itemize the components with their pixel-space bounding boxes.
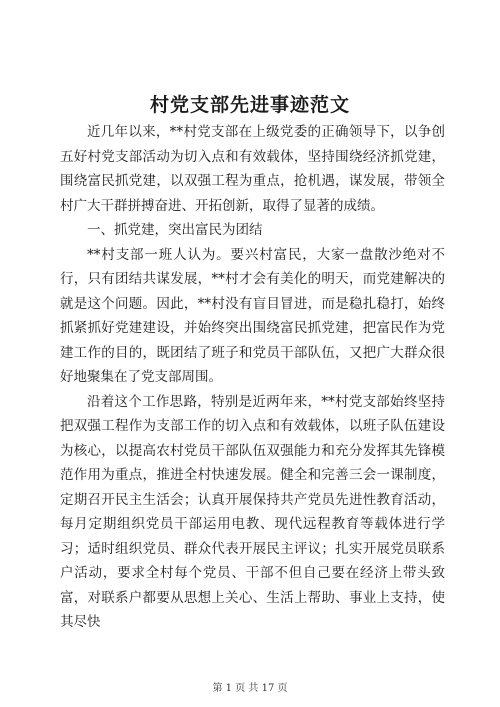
section-heading: 一、抓党建，突出富民为团结 xyxy=(87,222,263,238)
document-body xyxy=(60,120,445,635)
page-footer: 第 1 页 共 17 页 xyxy=(212,683,288,694)
paragraph-unity: **村支部一班人认为。要兴村富民，大家一盘散沙绝对不行，只有团结共谋发展，**村才会有美化的明天，而党建解决的就是这个问题。因此，**村没有盲目冒进，而是稳扎稳打，始终抓紧抓好党建建设，并始终突出围绕富民抓党建，把富民作为党建工作的目的，既团结了班子和党员干部队伍，又把广大群众很好地聚集在了党支部周围。 xyxy=(60,246,445,385)
document-title: 村党支部先进事迹范文 xyxy=(149,94,350,116)
paragraph-approach: 沿着这个工作思路，特别是近两年来，**村党支部始终坚持把双强工程作为支部工作的切入点和有效载体，以班子队伍建设为核心，以提高农村党员干部队伍双强能力和充分发挥其先锋模范作用为重点，推进全村快速发展。健全和完善三会一课制度，定期召开民主生活会；认真开展保持共产党员先进性教育活动，每月定期组织党员干部运用电教、现代远程教育等载体进行学习；适时组织党员、群众代表开展民主评议；扎实开展党员联系户活动，要求全村每个党员、干部不但自己要在经济上带头致富，对联系户都要从思想上关心、生活上帮助、事业上支持，使其尽快 xyxy=(60,393,445,630)
paragraph-intro: 近几年以来，**村党支部在上级党委的正确领导下，以争创五好村党支部活动为切入点和有效载体，坚持围绕经济抓党建，围绕富民抓党建，以双强工程为重点，抢机遇，谋发展，带领全村广大干群拼搏奋进、开拓创新，取得了显著的成绩。 xyxy=(60,124,445,214)
